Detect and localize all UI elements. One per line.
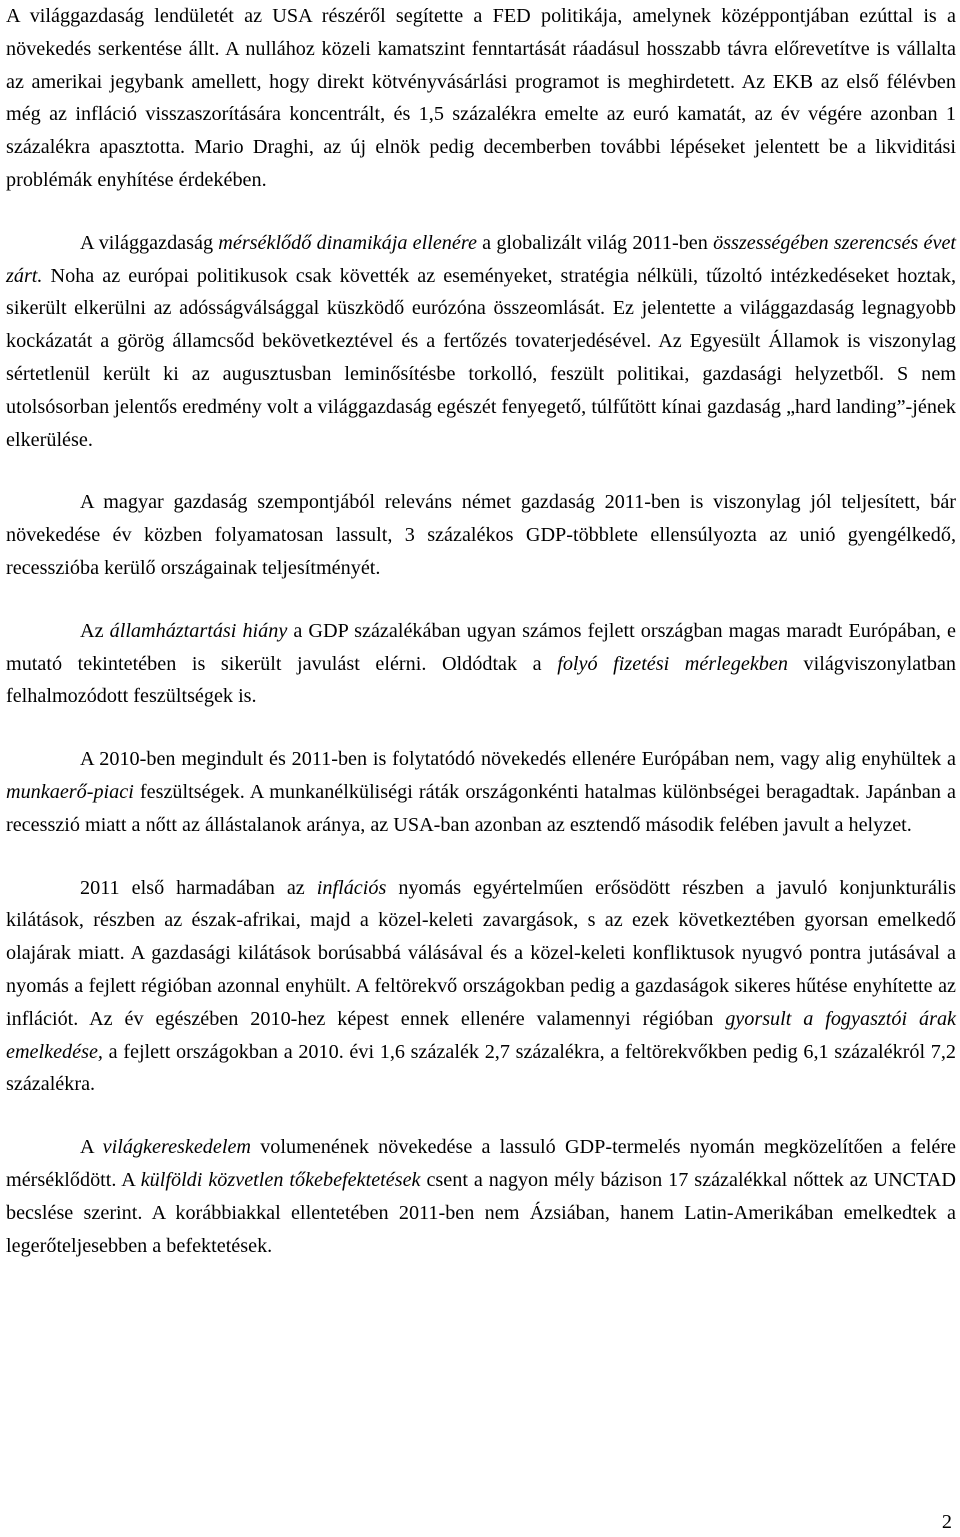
italic-text-run: inflációs	[316, 876, 387, 899]
text-run: A magyar gazdaság szempontjából releváns német gazdaság 2011-ben is viszonylag jól teljesített, bár növekedése év közben folyamatosan lassult, 3 százalékos GDP-többlete ellensúlyozta az unió gyengélkedő, recesszióba kerülő országainak teljesítményét.	[6, 491, 956, 579]
text-run: a fejlett országokban a 2010. évi 1,6 százalék 2,7 százalékra, a feltörekvőkben pedig 6,1 százalékról 7,2 százalékra.	[6, 1040, 956, 1096]
paragraph-5	[6, 743, 956, 841]
text-run: A világgazdaság	[80, 231, 219, 254]
text-run: világviszonylatban felhalmozódott feszültségek is.	[6, 652, 957, 708]
text-run: feszültségek. A munkanélküliségi ráták országonkénti hatalmas különbségei beragadtak. Japánban a recesszió miatt a nőtt az állástalanok aránya, az USA-ban azonban az esztendő második felében javult a helyzet.	[6, 780, 956, 836]
italic-text-run: munkaerő-piaci	[6, 780, 134, 803]
paragraph-7	[6, 1131, 956, 1262]
italic-text-run: folyó fizetési mérlegekben	[557, 652, 788, 675]
text-run: A világgazdaság lendületét az USA részéről segítette a FED politikája, amelynek középpontjában ezúttal is a növekedés serkentése állt. A nullához közeli kamatszint fenntartását ráadásul hosszabb távra előrevetítve is vállalta az amerikai jegybank amellett, hogy direkt kötvényvásárlási programot is meghirdetett. Az EKB az első félévben még az infláció visszaszorítására koncentrált, és 1,5 százalékra emelte az euró kamatát, az év végére azonban 1 százalékra apasztotta. Mario Draghi, az új elnök pedig decemberben további lépéseket jelentett be a likviditási problémák enyhítése érdekében.	[6, 5, 956, 191]
italic-text-run: mérséklődő dinamikája ellenére	[218, 231, 477, 254]
text-run: nyomás egyértelműen erősödött részben a javuló konjunkturális kilátások, részben az észak-afrikai, majd a közel-keleti zavargások, s az ezek következtében gyorsan emelkedő olajárak miatt. A gazdasági kilátások borúsabbá válásával és a közel-keleti konfliktusok nyugvó pontra jutásával a nyomás a fejlett régióban azonnal enyhült. A feltörekvő országokban pedig a gazdaságok sikeres hűtése enyhítette az inflációt. Az év egészében 2010-hez képest ennek ellenére valamennyi régióban	[6, 876, 956, 1030]
italic-text-run: összességében szerencsés évet zárt.	[6, 231, 957, 287]
paragraph-1	[6, 0, 956, 197]
text-run: volumenének növekedése a lassuló GDP-termelés nyomán megközelítően a felére mérséklődött. A	[6, 1136, 957, 1191]
paragraph-6	[6, 872, 956, 1102]
text-run: Az	[80, 619, 110, 642]
text-run: A	[80, 1136, 103, 1159]
italic-text-run: külföldi közvetlen tőkebefektetések	[140, 1168, 421, 1191]
document-page	[6, 0, 956, 1262]
paragraph-2	[6, 227, 956, 457]
text-run: csent a nagyon mély bázison 17 százalékkal nőttek az UNCTAD becslése szerint. A korábbiakkal ellentetében 2011-ben nem Ázsiában, hanem Latin-Amerikában emelkedtek a legerőteljesebben a befektetések.	[6, 1168, 956, 1257]
italic-text-run: államháztartási hiány	[109, 619, 288, 642]
text-run: A 2010-ben megindult és 2011-ben is folytatódó növekedés ellenére Európában nem, vagy alig enyhültek a	[80, 748, 956, 771]
italic-text-run: világkereskedelem	[102, 1136, 252, 1159]
italic-text-run: gyorsult a fogyasztói árak emelkedése,	[6, 1007, 956, 1063]
text-run: 2011 első harmadában az	[80, 876, 317, 899]
page-number: 2	[941, 1511, 952, 1533]
paragraph-3	[6, 486, 956, 584]
text-run: Noha az európai politikusok csak követték az eseményeket, stratégia nélküli, tűzoltó intézkedéseket hoztak, sikerült elkerülni az adósságválsággal küszködő eurózóna összeomlását. Ez jelentette a világgazdaság legnagyobb kockázatát a görög államcsőd bekövetkeztével és a fertőzés tovaterjedésével. Az Egyesült Államok is viszonylag sértetlenül került ki az augusztusban leminősítésbe torkolló, feszült politikai, gazdasági helyzetből. S nem utolsósorban jelentős eredmény volt a világgazdaság egészét fenyegető, túlfűtött kínai gazdaság „hard landing”-jének elkerülése.	[6, 264, 956, 451]
paragraph-4	[6, 615, 956, 713]
text-run: a GDP százalékában ugyan számos fejlett országban magas maradt Európában, e mutató tekintetében is sikerült javulást elérni. Oldódtak a	[6, 619, 956, 675]
text-run: a globalizált világ 2011-ben	[476, 231, 714, 254]
